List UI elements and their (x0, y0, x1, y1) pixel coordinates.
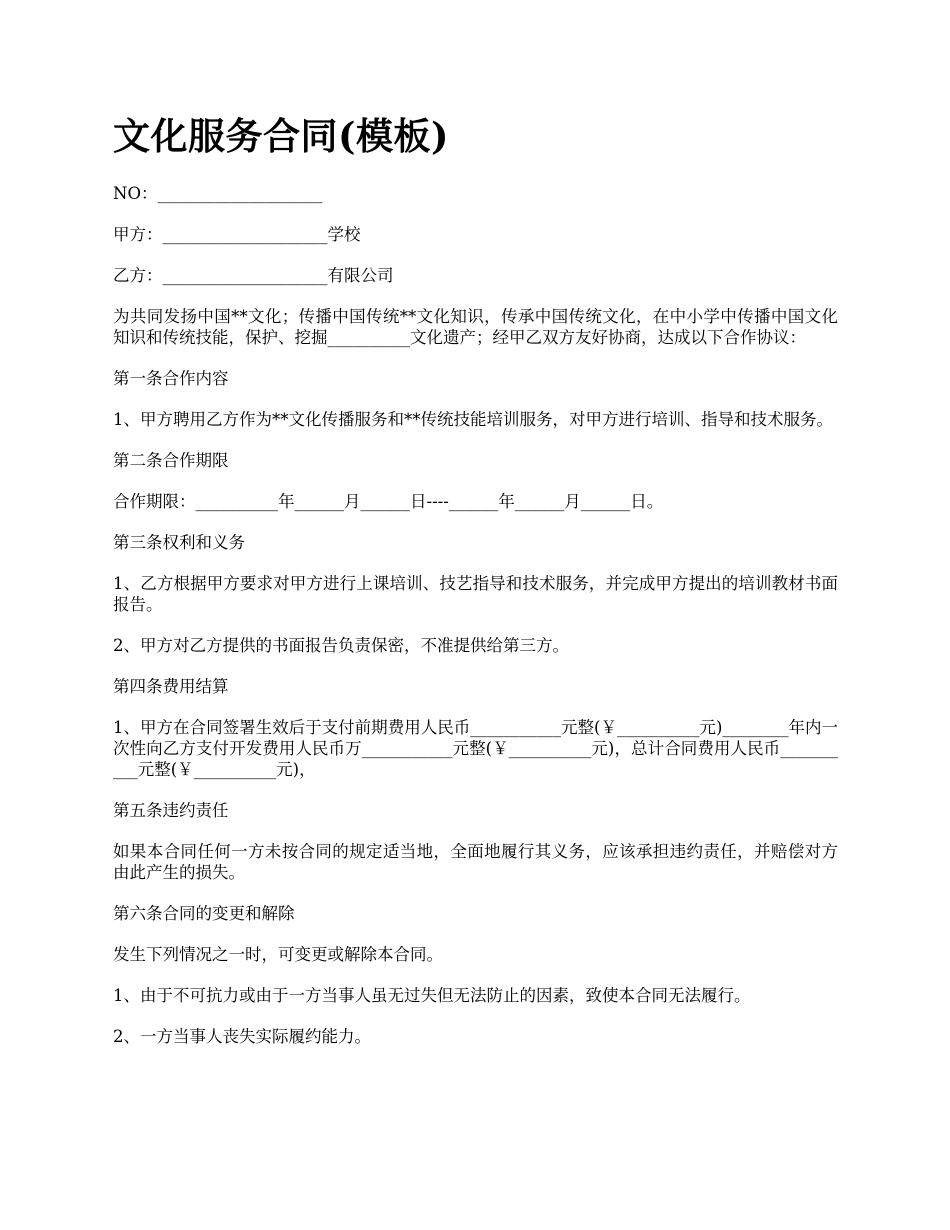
clause-paragraph: 1、由于不可抗力或由于一方当事人虽无过失但无法防止的因素，致使本合同无法履行。 (113, 986, 751, 1005)
document-title: 文化服务合同(模板) (113, 114, 450, 158)
section-heading: 第六条合同的变更和解除 (113, 904, 295, 923)
document-body (113, 183, 838, 1067)
clause-paragraph: 1、甲方在合同签署生效后于支付前期费用人民币___________元整(￥__________元)________年内一次性向乙方支付开发费用人民币万___________元整(￥__________元)，总计合同费用人民币__________元整(￥__________元)， (113, 718, 838, 779)
term-line: 合作期限：__________年______月______日----______年______月______日。 (113, 492, 664, 511)
clause-paragraph: 2、甲方对乙方提供的书面报告负责保密，不准提供给第三方。 (113, 636, 569, 655)
section-heading: 第五条违约责任 (113, 801, 229, 820)
section-heading: 第四条费用结算 (113, 677, 229, 696)
section-heading: 第二条合作期限 (113, 451, 229, 470)
clause-paragraph: 如果本合同任何一方未按合同的规定适当地，全面地履行其义务，应该承担违约责任，并赔偿对方由此产生的损失。 (113, 842, 838, 882)
party-b-line: 乙方：____________________有限公司 (113, 266, 394, 285)
section-heading: 第三条权利和义务 (113, 533, 245, 552)
clause-paragraph: 2、一方当事人丧失实际履约能力。 (113, 1027, 371, 1046)
clause-paragraph: 1、乙方根据甲方要求对甲方进行上课培训、技艺指导和技术服务，并完成甲方提出的培训教材书面报告。 (113, 574, 838, 614)
preamble-paragraph: 为共同发扬中国**文化；传播中国传统**文化知识，传承中国传统文化，在中小学中传播中国文化知识和传统技能，保护、挖掘__________文化遗产；经甲乙双方友好协商，达成以下合作协议： (113, 307, 838, 347)
clause-paragraph: 1、甲方聘用乙方作为**文化传播服务和**传统技能培训服务，对甲方进行培训、指导和技术服务。 (113, 410, 833, 429)
party-a-line: 甲方：____________________学校 (113, 225, 361, 244)
clause-paragraph: 发生下列情况之一时，可变更或解除本合同。 (113, 945, 443, 964)
section-heading: 第一条合作内容 (113, 369, 229, 388)
contract-number-line: NO：____________________ (113, 184, 323, 203)
